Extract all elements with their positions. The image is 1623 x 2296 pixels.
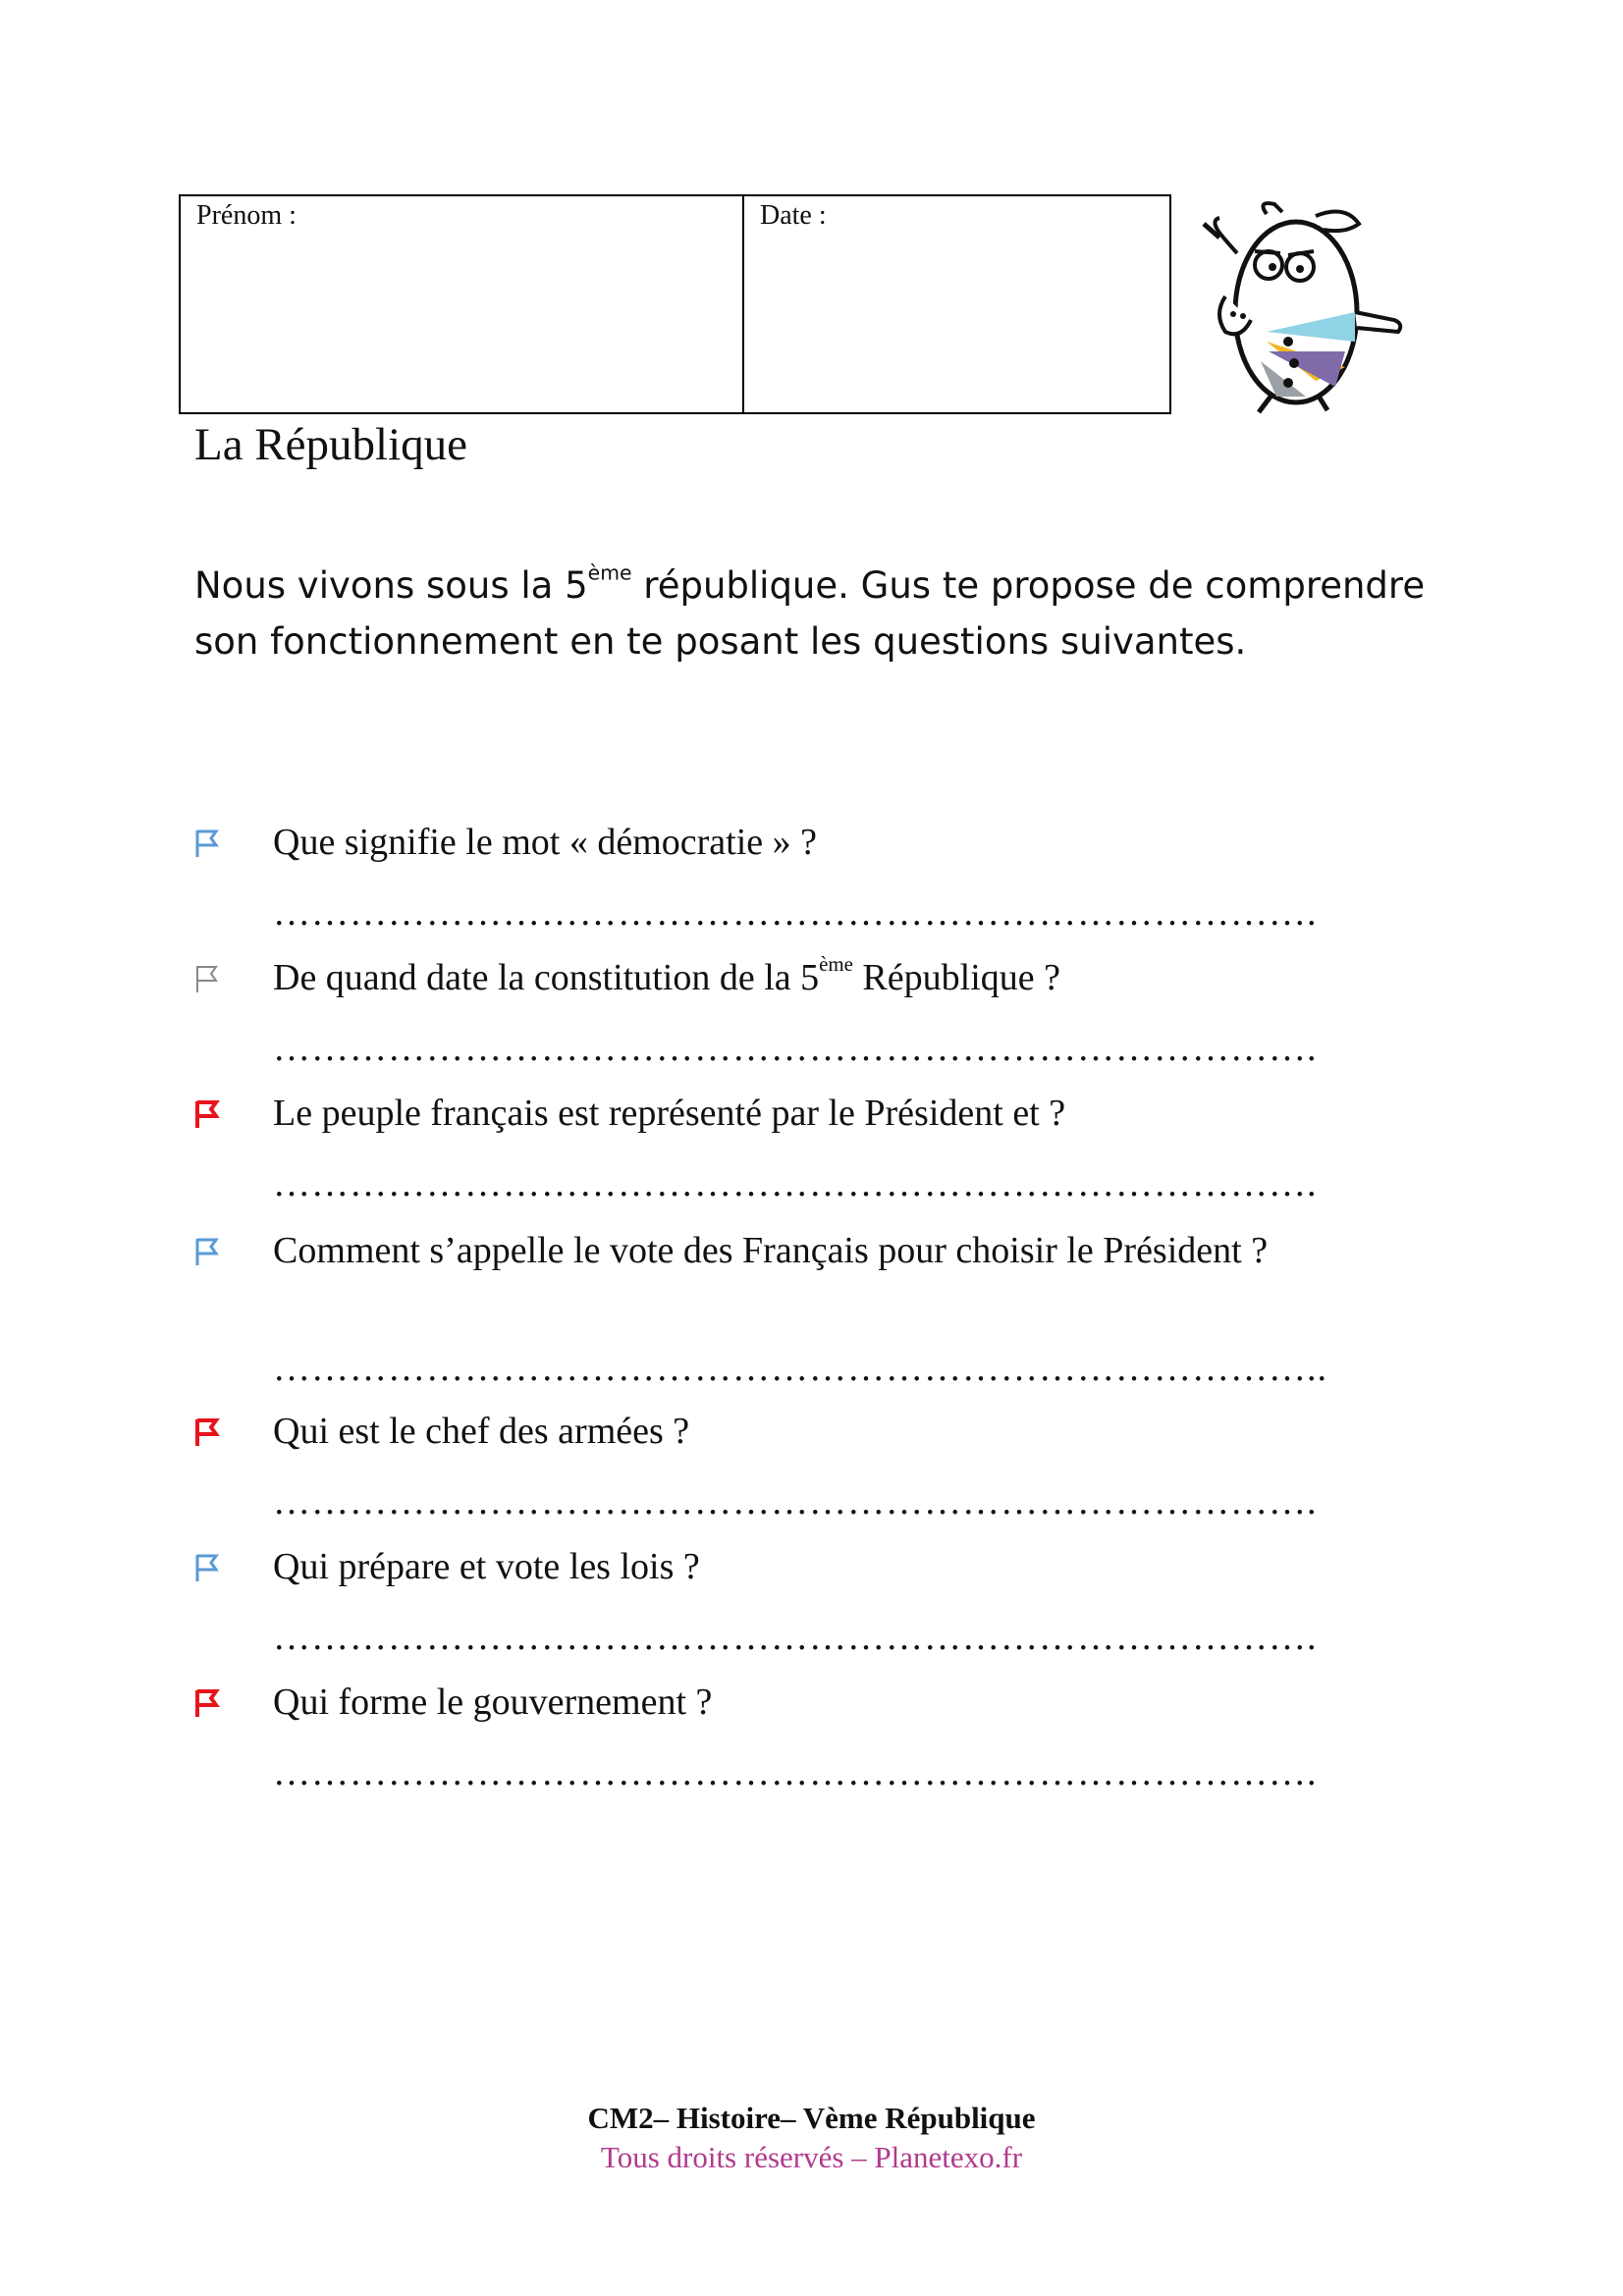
question-text: Qui forme le gouvernement ? <box>273 1682 713 1723</box>
flag-icon <box>194 1553 220 1582</box>
flag-icon <box>194 1688 220 1718</box>
flag-icon <box>194 964 220 993</box>
flag-icon <box>194 1099 220 1129</box>
footer-rights: Tous droits réservés – Planetexo.fr <box>600 2140 1023 2174</box>
page-title: La République <box>194 419 468 470</box>
question-text: Que signifie le mot « démocratie » ? <box>273 822 817 863</box>
flag-icon <box>194 1237 220 1266</box>
student-info-box <box>179 194 1171 414</box>
question-text: Qui prépare et vote les lois ? <box>273 1546 700 1587</box>
name-field[interactable] <box>181 196 744 412</box>
date-label: Date : <box>760 200 827 231</box>
question-text: Comment s’appelle le vote des Français pour choisir le Président ? <box>273 1230 1269 1271</box>
question-text: De quand date la constitution de la 5ème République ? <box>273 952 1060 998</box>
footer-title: CM2– Histoire– Vème République <box>587 2101 1036 2135</box>
answer-line[interactable]: ………………………………………………………………………. <box>273 892 1318 934</box>
answer-line[interactable]: ………………………………………………………………………. <box>273 1481 1318 1522</box>
question-text: Qui est le chef des armées ? <box>273 1411 690 1452</box>
flag-icon <box>194 1417 220 1447</box>
mascot-gus-illustration <box>1198 194 1414 418</box>
answer-line[interactable]: ………………………………………………………………………. <box>273 1752 1318 1793</box>
intro-text: Nous vivons sous la 5ème république. Gus te propose de comprendre son fonctionnement en te posant les questions suivantes. <box>194 561 1426 663</box>
answer-line[interactable]: ………………………………………………………………………. <box>273 1617 1318 1658</box>
name-label: Prénom : <box>196 200 297 231</box>
flag-icon <box>194 828 220 858</box>
answer-line[interactable]: ……………………………………………………………………….. <box>273 1348 1327 1389</box>
date-field[interactable] <box>744 196 1169 412</box>
answer-line[interactable]: ………………………………………………………………………. <box>273 1028 1318 1069</box>
answer-line[interactable]: ………………………………………………………………………. <box>273 1163 1318 1204</box>
question-text: Le peuple français est représenté par le Président et ? <box>273 1093 1066 1134</box>
